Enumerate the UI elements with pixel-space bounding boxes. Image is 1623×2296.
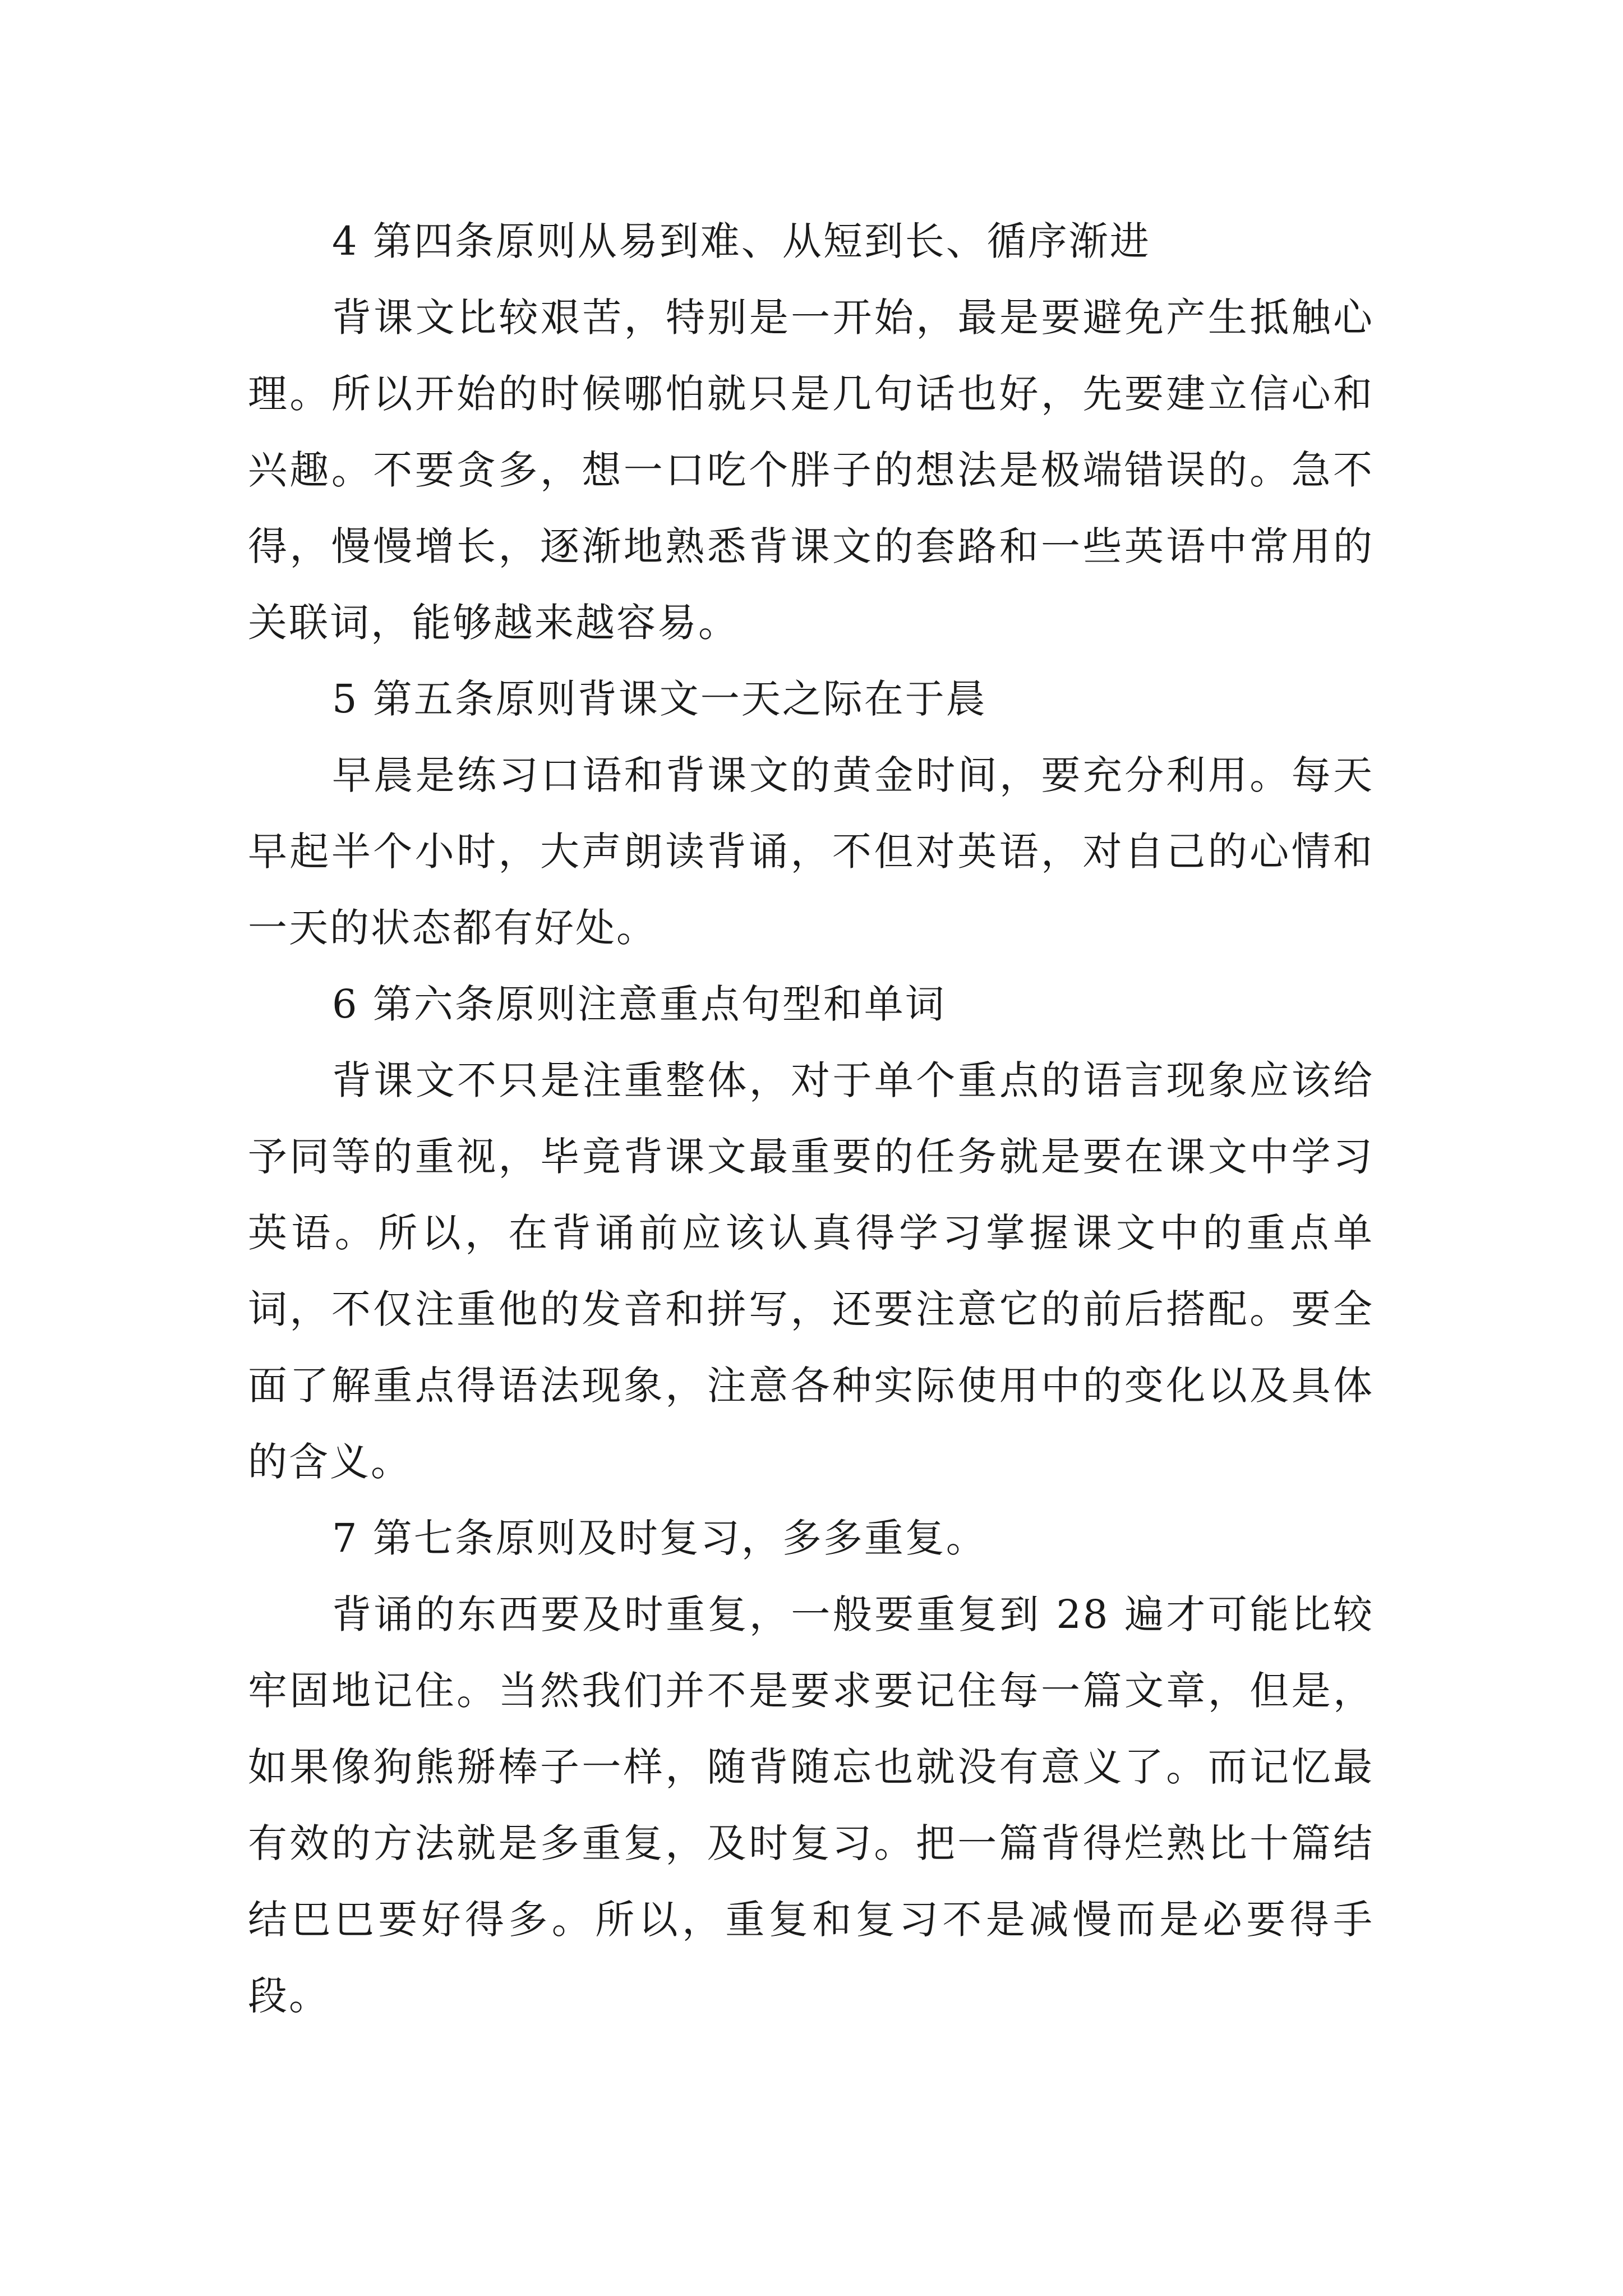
- paragraph-principle-5: 早晨是练习口语和背课文的黄金时间，要充分利用。每天早起半个小时，大声朗读背诵，不但对英语，对自己的心情和一天的状态都有好处。: [248, 752, 1374, 951]
- heading-principle-5: 5 第五条原则背课文一天之际在于晨: [332, 676, 987, 722]
- heading-principle-7: 7 第七条原则及时复习，多多重复。: [332, 1515, 987, 1561]
- heading-principle-6: 6 第六条原则注意重点句型和单词: [332, 981, 946, 1027]
- heading-principle-4: 4 第四条原则从易到难、从短到长、循序渐进: [332, 218, 1151, 264]
- paragraph-principle-7: 背诵的东西要及时重复，一般要重复到 28 遍才可能比较牢固地记住。当然我们并不是要求要记住每一篇文章，但是，如果像狗熊掰棒子一样，随背随忘也就没有意义了。而记忆最有效的方法就是多重复，及时复习。把一篇背得烂熟比十篇结结巴巴要好得多。所以，重复和复习不是减慢而是必要得手段。: [248, 1591, 1374, 2019]
- paragraph-principle-6: 背课文不只是注重整体，对于单个重点的语言现象应该给予同等的重视，毕竟背课文最重要的任务就是要在课文中学习英语。所以，在背诵前应该认真得学习掌握课文中的重点单词，不仅注重他的发音和拼写，还要注意它的前后搭配。要全面了解重点得语法现象，注意各种实际使用中的变化以及具体的含义。: [248, 1057, 1374, 1485]
- paragraph-principle-4: 背课文比较艰苦，特别是一开始，最是要避免产生抵触心理。所以开始的时候哪怕就只是几句话也好，先要建立信心和兴趣。不要贪多，想一口吃个胖子的想法是极端错误的。急不得，慢慢增长，逐渐地熟悉背课文的套路和一些英语中常用的关联词，能够越来越容易。: [248, 295, 1374, 646]
- document-body: [248, 203, 1374, 2034]
